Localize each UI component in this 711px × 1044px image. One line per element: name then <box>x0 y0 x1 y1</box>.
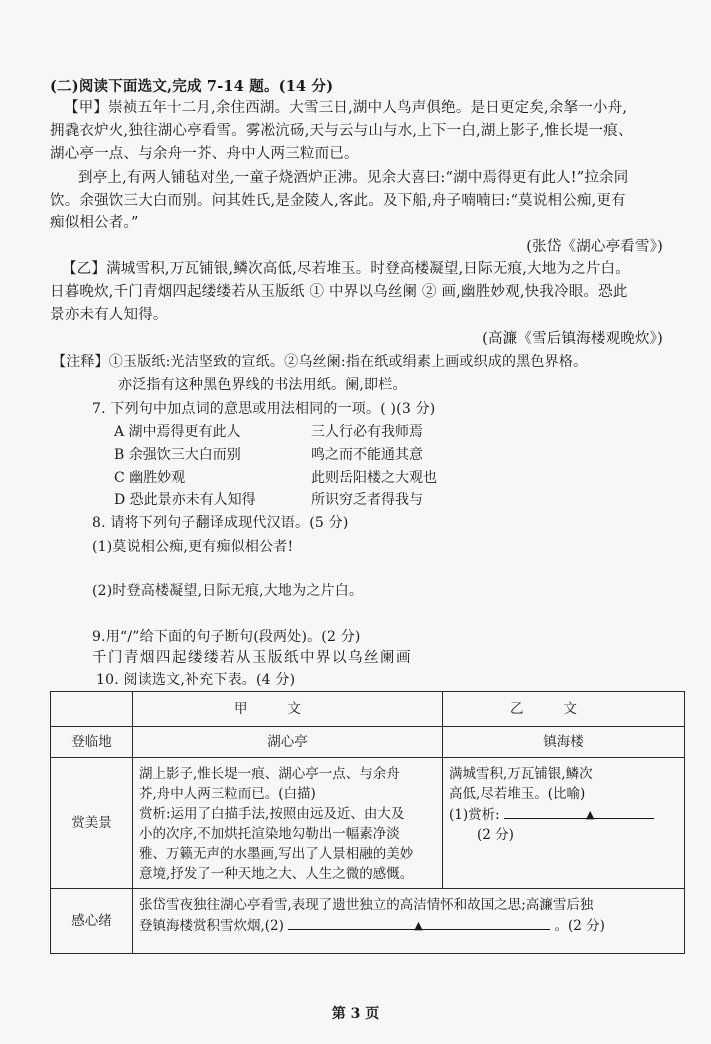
q7-option-b-right: 鸣之而不能通其意 <box>311 447 423 463</box>
feel-cell <box>133 889 685 954</box>
q10-table <box>50 691 685 954</box>
scene-yi-points: (2 分) <box>477 827 514 843</box>
feel-line-1: 张岱雪夜独往湖心亭看雪,表现了遗世独立的高洁情怀和故国之思;高濂雪后独 <box>139 897 594 913</box>
table-row-place <box>51 727 685 758</box>
place-jia: 湖心亭 <box>133 727 443 758</box>
section-heading: (二)阅读下面选文,完成 7-14 题。(14 分) <box>50 78 334 95</box>
q7-option-b-left: B 余强饮三大白而别 <box>114 447 241 463</box>
q7-option-a-left: A 湖中焉得更有此人 <box>114 424 241 440</box>
passage-jia-source: (张岱《湖心亭看雪》) <box>526 239 663 255</box>
row-label-feel: 感心绪 <box>51 889 133 954</box>
feel-points: 。(2 分) <box>554 918 605 934</box>
question-9-stem: 9.用“/”给下面的句子断句(段两处)。(2 分) <box>92 629 361 645</box>
passage-yi-line: 【乙】满城雪积,万瓦铺银,鳞次高低,尽若堆玉。时登高楼凝望,日际无痕,大地为之片白。 <box>62 261 630 277</box>
q8-item-2: (2)时登高楼凝望,日际无痕,大地为之片白。 <box>92 583 364 599</box>
passage-yi-line: 日暮晚炊,千门青烟四起缕缕若从玉版纸 ① 中界以乌丝阑 ② 画,幽胜妙观,快我冷眼。恐此 <box>50 284 628 300</box>
scene-jia-line: 赏析:运用了白描手法,按照由远及近、由大及 <box>139 806 405 822</box>
q7-option-c-right: 此则岳阳楼之大观也 <box>311 470 437 486</box>
q7-option-d-left: D 恐此景亦未有人知得 <box>114 492 256 508</box>
answer-blank-2[interactable] <box>288 915 550 930</box>
row-label-scene: 赏美景 <box>51 758 133 889</box>
q8-item-1: (1)莫说相公痴,更有痴似相公者! <box>92 539 294 555</box>
question-8-stem: 8. 请将下列句子翻译成现代汉语。(5 分) <box>92 515 349 531</box>
table-row-scene <box>51 758 685 889</box>
page-number: 第 3 页 <box>331 1006 380 1022</box>
col-header-yi: 乙文 <box>443 692 685 727</box>
triangle-marker-icon: ▲ <box>414 919 423 932</box>
passage-jia-line: 痴似相公者。” <box>50 215 139 231</box>
scene-yi-line: 满城雪积,万瓦铺银,鳞次 <box>449 766 593 782</box>
feel-line-2: 登镇海楼赏积雪炊烟,(2) <box>139 918 284 934</box>
scene-jia-line: 雅、万籁无声的水墨画,写出了人景相融的美妙 <box>139 846 414 862</box>
q9-sentence: 千门青烟四起缕缕若从玉版纸中界以乌丝阑画 <box>92 650 412 666</box>
triangle-marker-icon: ▲ <box>585 808 595 821</box>
scene-jia-line: 湖上影子,惟长堤一痕、湖心亭一点、与余舟 <box>139 766 400 782</box>
question-7-stem: 7. 下列句中加点词的意思或用法相同的一项。( )(3 分) <box>92 401 436 417</box>
place-yi: 镇海楼 <box>443 727 685 758</box>
passage-yi-source: (高濂《雪后镇海楼观晚炊》) <box>482 331 663 347</box>
scene-yi-line: 高低,尽若堆玉。(比喻) <box>449 786 586 802</box>
passage-jia-line: 【甲】崇祯五年十二月,余住西湖。大雪三日,湖中人鸟声俱绝。是日更定矣,余拏一小舟, <box>64 100 628 116</box>
annotation-note: 【注释】①玉版纸:光洁坚致的宣纸。②乌丝阑:指在纸或绢素上画或织成的黑色界格。 <box>52 354 588 370</box>
scene-jia-line: 意境,抒发了一种天地之大、人生之微的感慨。 <box>139 866 414 882</box>
table-header-row <box>51 692 685 727</box>
scene-yi-blank-label: (1)赏析: <box>449 807 500 823</box>
answer-blank-1[interactable] <box>504 804 654 819</box>
row-label-place: 登临地 <box>51 727 133 758</box>
question-10-stem: 10. 阅读选文,补充下表。(4 分) <box>96 672 296 688</box>
col-header-jia: 甲文 <box>133 692 443 727</box>
q7-option-a-right: 三人行必有我师焉 <box>311 424 423 440</box>
scene-jia-cell <box>133 758 443 889</box>
passage-jia-line: 拥毳衣炉火,独往湖心亭看雪。雾凇沆砀,天与云与山与水,上下一白,湖上影子,惟长堤一痕、 <box>50 123 633 139</box>
annotation-note: 亦泛指有这种黑色界线的书法用纸。阑,即栏。 <box>118 377 407 393</box>
passage-jia-line: 饮。余强饮三大白而别。问其姓氏,是金陵人,客此。及下船,舟子喃喃曰:“莫说相公痴,更有 <box>50 193 626 209</box>
table-row-feel <box>51 889 685 954</box>
scene-yi-cell <box>443 758 685 889</box>
scene-jia-line: 小的次序,不加烘托渲染地勾勒出一幅素净淡 <box>139 826 400 842</box>
scene-jia-line: 芥,舟中人两三粒而已。(白描) <box>139 786 316 802</box>
q7-option-c-left: C 幽胜妙观 <box>114 470 186 486</box>
table-corner-cell <box>51 692 133 727</box>
passage-yi-line: 景亦未有人知得。 <box>50 307 168 323</box>
passage-jia-line: 到亭上,有两人铺毡对坐,一童子烧酒炉正沸。见余大喜曰:“湖中焉得更有此人!”拉余同 <box>78 170 629 186</box>
q7-option-d-right: 所识穷乏者得我与 <box>311 492 423 508</box>
passage-jia-line: 湖心亭一点、与余舟一芥、舟中人两三粒而已。 <box>50 146 359 162</box>
